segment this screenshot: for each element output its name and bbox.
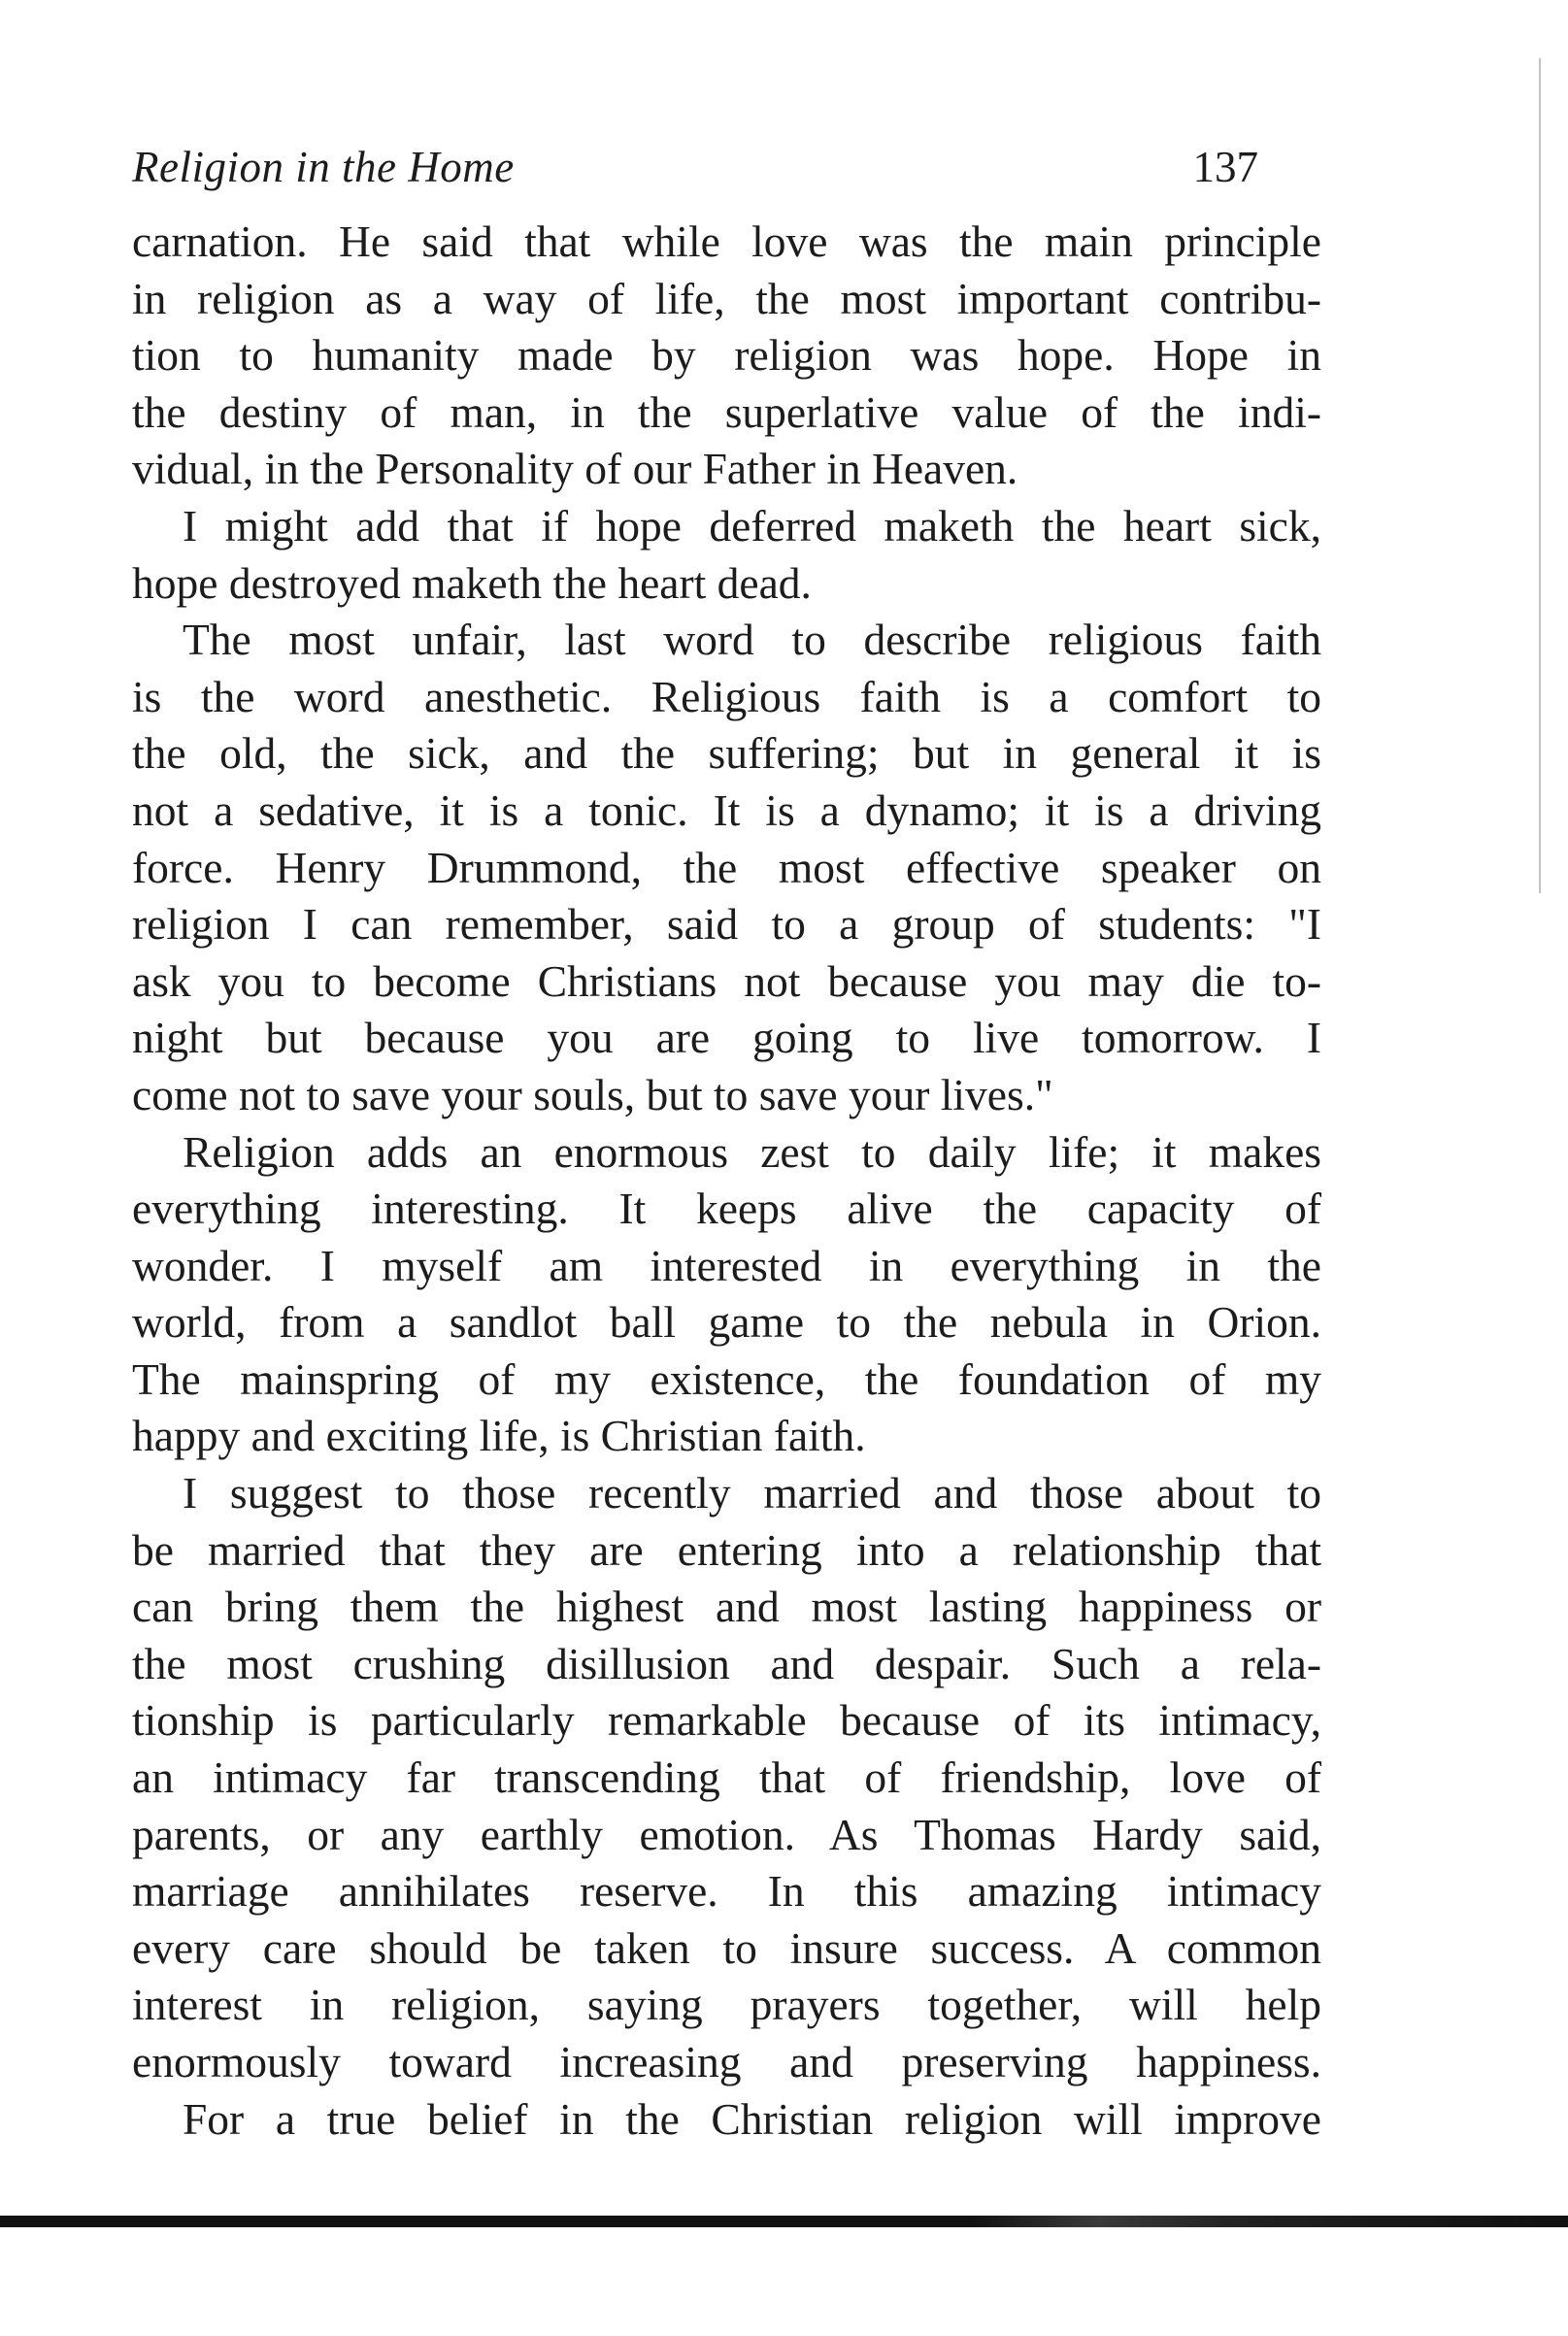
text-line: happy and exciting life, is Christian faith. bbox=[132, 1411, 866, 1461]
text-line: tionship is particularly remarkable because of its intimacy, bbox=[132, 1695, 1321, 1746]
text-line: I suggest to those recently married and those about to bbox=[183, 1468, 1321, 1518]
text-line: hope destroyed maketh the heart dead. bbox=[132, 557, 812, 608]
text-line: carnation. He said that while love was the main principle bbox=[132, 217, 1321, 266]
text-line: night but because you are going to live tomorrow. I bbox=[132, 1013, 1321, 1063]
running-head bbox=[132, 138, 1317, 196]
text-line: wonder. I myself am interested in everything in the bbox=[132, 1240, 1321, 1290]
text-line: parents, or any earthly emotion. As Thomas Hardy said, bbox=[132, 1809, 1321, 1859]
text-line: The mainspring of my existence, the foundation of my bbox=[132, 1353, 1321, 1404]
text-line: force. Henry Drummond, the most effective speaker on bbox=[132, 842, 1321, 892]
text-line: not a sedative, it is a tonic. It is a dynamo; it is a driving bbox=[132, 784, 1321, 835]
running-title: Religion in the Home bbox=[132, 143, 515, 191]
text-line: in religion as a way of life, the most important contribu- bbox=[132, 273, 1321, 323]
text-line: world, from a sandlot ball game to the nebula in Orion. bbox=[132, 1297, 1321, 1348]
text-line: enormously toward increasing and preserving happiness. bbox=[132, 2037, 1321, 2086]
scan-edge-line bbox=[1539, 58, 1541, 893]
text-line: an intimacy far transcending that of friendship, love of bbox=[132, 1752, 1321, 1803]
body-text bbox=[132, 214, 1321, 2148]
text-line: can bring them the highest and most lasting happiness or bbox=[132, 1582, 1321, 1632]
text-line: vidual, in the Personality of our Father in Heaven. bbox=[132, 444, 1018, 494]
text-line: every care should be taken to insure success. A common bbox=[132, 1922, 1321, 1973]
text-line: ask you to become Christians not because you may die to- bbox=[132, 955, 1321, 1006]
text-line: come not to save your souls, but to save your lives." bbox=[132, 1069, 1053, 1119]
text-line: the destiny of man, in the superlative value of the indi- bbox=[132, 386, 1321, 437]
text-line: the old, the sick, and the suffering; but in general it is bbox=[132, 728, 1321, 779]
text-line: everything interesting. It keeps alive the capacity of bbox=[132, 1184, 1321, 1234]
text-line: interest in religion, saying prayers together, will help bbox=[132, 1980, 1321, 2030]
text-line: I might add that if hope deferred maketh the heart sick, bbox=[183, 500, 1321, 551]
text-line: Religion adds an enormous zest to daily life; it makes bbox=[183, 1126, 1321, 1177]
text-line: marriage annihilates reserve. In this amazing intimacy bbox=[132, 1866, 1321, 1917]
text-line: The most unfair, last word to describe religious faith bbox=[183, 615, 1321, 665]
text-line: tion to humanity made by religion was hope. Hope in bbox=[132, 330, 1321, 381]
text-line: is the word anesthetic. Religious faith is a comfort to bbox=[132, 671, 1321, 721]
text-line: For a true belief in the Christian religion will improve bbox=[183, 2093, 1321, 2144]
text-line: religion I can remember, said to a group of students: "I bbox=[132, 899, 1321, 950]
scan-bottom-border bbox=[0, 2216, 1568, 2227]
text-line: the most crushing disillusion and despair. Such a rela- bbox=[132, 1638, 1321, 1688]
text-line: be married that they are entering into a relationship that bbox=[132, 1524, 1321, 1575]
page-number: 137 bbox=[1192, 143, 1258, 191]
